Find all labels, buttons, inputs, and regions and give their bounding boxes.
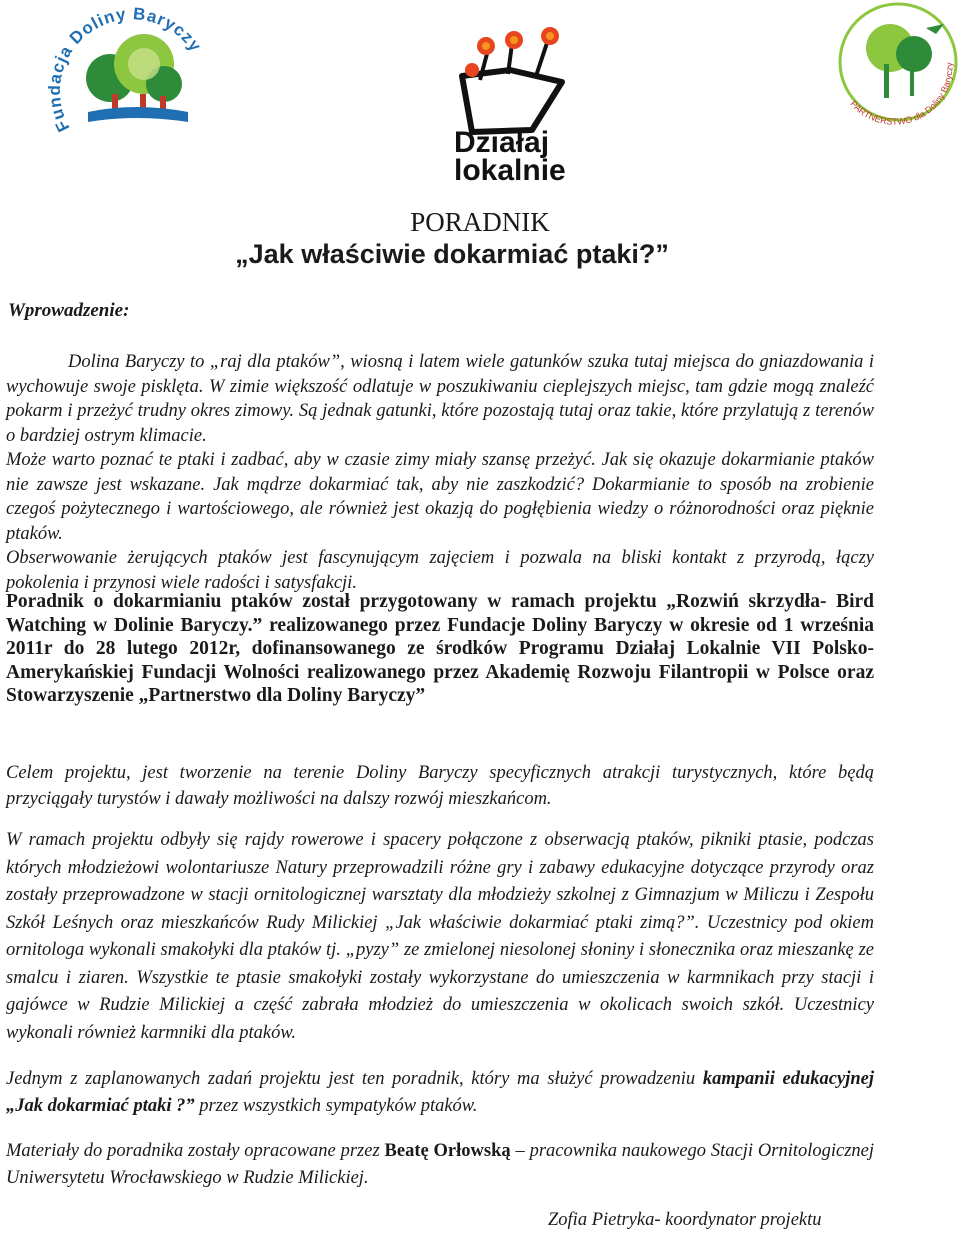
partnerstwo-logo-text: PARTNERSTWO dla Doliny Baryczy xyxy=(848,62,955,127)
fundacja-logo-text: Fu cja Doliny Baryczy xyxy=(48,4,206,135)
dzialaj-logo-line1: Działaj xyxy=(454,126,550,159)
campaign-text-c: przez wszystkich sympatyków ptaków. xyxy=(194,1096,478,1116)
title-line-2: „Jak właściwie dokarmiać ptaki?” xyxy=(235,239,669,269)
project-activities-paragraph: W ramach projektu odbyły się rajdy rowerowe i spacery połączone z obserwacją ptaków, pikniki ptasie, podczas których młodzieżowi wolontariusze Natury przeprowadzili różne gry i zabawy edukacyjne dotyczące przyrody oraz zostały przeprowadzone w stacji ornitologicznej warsztaty dla młodzieży szkolnej z Gimnazjum w Miliczu i Zespołu Szkół Leśnych oraz mieszkańców Rudy Milickiej „Jak właściwie dokarmiać ptaki zimą?”. Uczestnicy pod okiem ornitologa wykonali smakołyki dla ptaków tj. „pyzy” ze zmielonej niesolonej słoniny i słonecznika oraz mieszankę ze smalcu i ziaren. Wszystkie te ptasie smakołyki zostały wykorzystane do umieszczenia w karmnikach przy stacji i gajówce w Rudzie Milickiej a część zabrała młodzież do umieszczenia w okolicach swoich szkół. Uczestnicy wykonali również karmniki dla ptaków. xyxy=(6,830,874,1043)
author-paragraph xyxy=(6,1138,874,1192)
intro-paragraph xyxy=(6,350,874,595)
author-text-a: Materiały do poradnika zostały opracowane przez xyxy=(6,1141,385,1161)
intro-text-3: Obserwowanie żerujących ptaków jest fascynującym zajęciem i pozwala na bliski kontakt z przyrodą, łączy pokolenia i przynosi wiele radości i satysfakcji. xyxy=(6,548,874,593)
campaign-paragraph xyxy=(6,1066,874,1120)
signature: Zofia Pietryka- koordynator projektu xyxy=(548,1210,822,1230)
fundacja-doliny-baryczy-logo xyxy=(48,0,216,148)
campaign-text-a: Jednym z zaplanowanych zadań projektu jest ten poradnik, który ma służyć prowadzeniu xyxy=(6,1069,703,1089)
svg-text:PARTNERSTWO dla Doliny Baryczy xyxy=(848,62,954,127)
intro-heading: Wprowadzenie: xyxy=(8,300,130,321)
project-info-paragraph: Poradnik o dokarmianiu ptaków został przygotowany w ramach projektu „Rozwiń skrzydła- Bird Watching w Dolinie Baryczy.” realizowanego przez Fundacje Doliny Baryczy w okresie od 1 września 2011r do 28 lutego 2012r, dofinansowanego ze środków Programu Działaj Lokalnie VII Polsko- Amerykańskiej Fundacji Wolności realizowanego przez Akademię Rozwoju Filantropii w Polsce oraz Stowarzyszenie „Partnerstwo dla Doliny Baryczy” xyxy=(6,591,874,706)
dzialaj-lokalnie-logo xyxy=(450,10,580,185)
project-goal-paragraph: Celem projektu, jest tworzenie na terenie Doliny Baryczy specyficznych atrakcji turystycznych, które będą przyciągały turystów i dawały możliwości na dalszy rozwój mieszkańcom. xyxy=(6,763,874,809)
author-text-c: – pracownika naukowego Stacji Ornitologicznej Uniwersytetu Wrocławskiego w Rudzie Milickiej. xyxy=(6,1141,875,1188)
document-title xyxy=(0,206,960,270)
intro-text-2: Może warto poznać te ptaki i zadbać, aby w czasie zimy miały szansę przeżyć. Jak się okazuje dokarmianie ptaków nie zawsze jest wskazane. Jak mądrze dokarmiać tak, aby nie zaszkodzić? Dokarmianie to sposób na zrobienie czegoś pożytecznego i wartościowego, ale również jest okazją do pogłębienia wiedzy o różnorodności oraz pięknie ptaków. xyxy=(6,450,874,544)
author-name: Beatę Orłowską xyxy=(384,1141,511,1161)
intro-text-1: Dolina Baryczy to „raj dla ptaków”, wiosną i latem wiele gatunków szuka tutaj miejsca do gniazdowania i wychowuje swoje pisklęta. W zimie większość odlatuje w poszukiwaniu cieplejszych miejsc, tam gdzie mogą znaleźć pokarm i przeżyć trudny okres zimowy. Są jednak gatunki, które pozostają tutaj oraz takie, które przylatują z terenów o bardziej ostrym klimacie. xyxy=(6,352,874,446)
title-line-1: PORADNIK xyxy=(410,207,550,237)
campaign-name: kampanii edukacyjnej „Jak dokarmiać ptaki ?” xyxy=(6,1069,874,1116)
dzialaj-logo-line2: lokalnie xyxy=(454,154,566,185)
partnerstwo-logo xyxy=(832,0,960,130)
